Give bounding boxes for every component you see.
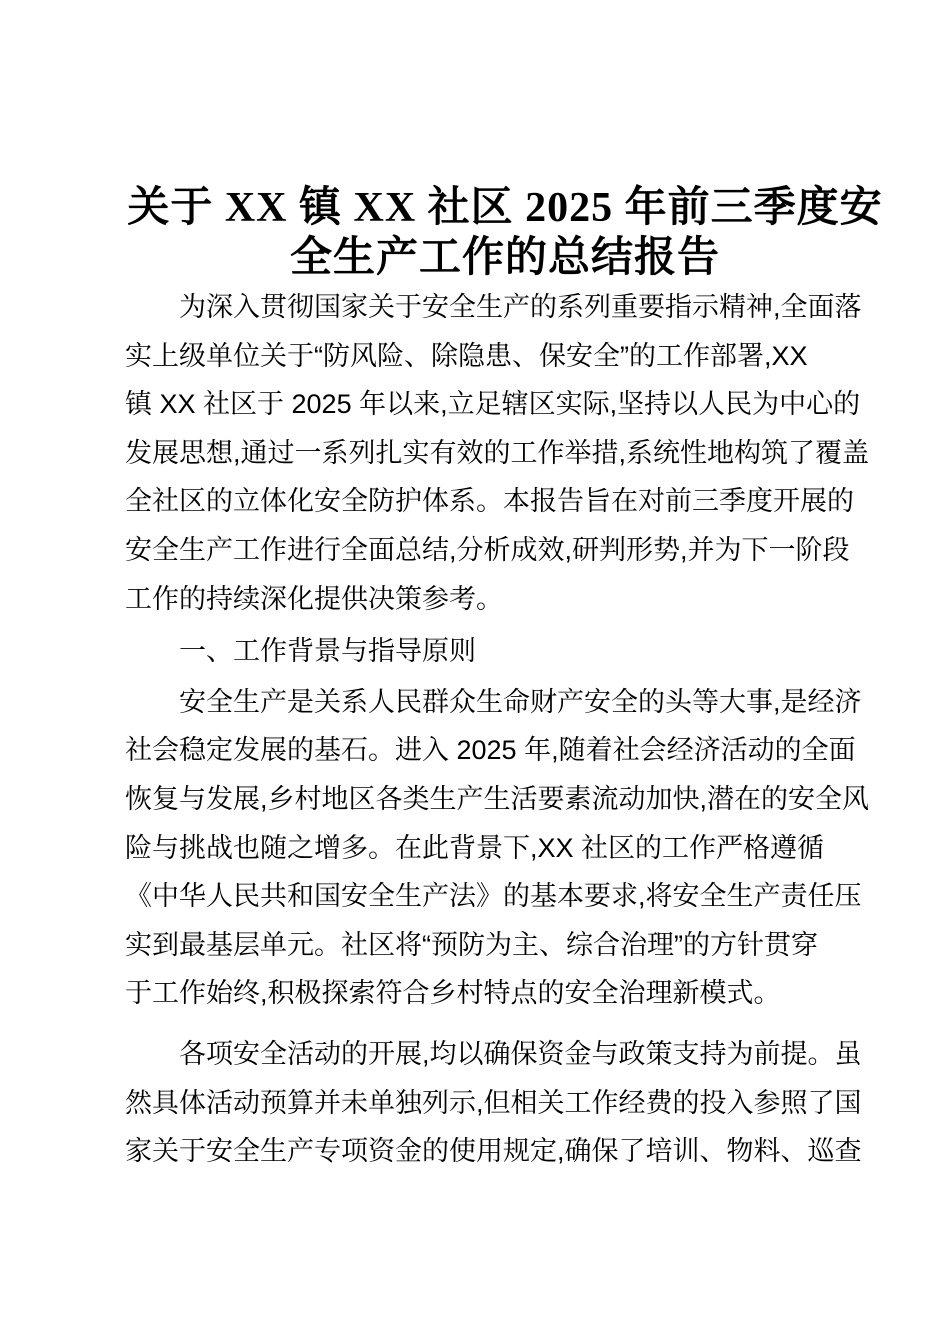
paragraph-line: 险与挑战也随之增多。在此背景下,XX 社区的工作严格遵循 bbox=[125, 832, 825, 863]
document-title-line-1: 关于 XX 镇 XX 社区 2025 年前三季度安 bbox=[127, 185, 883, 231]
paragraph-line: 实上级单位关于“防风险、除隐患、保安全”的工作部署,XX bbox=[125, 340, 808, 371]
paragraph-line: 全社区的立体化安全防护体系。本报告旨在对前三季度开展的 bbox=[125, 486, 854, 517]
paragraph-funding bbox=[125, 1030, 915, 1176]
paragraph-line: 社会稳定发展的基石。进入 2025 年,随着社会经济活动的全面 bbox=[125, 735, 856, 766]
paragraph-line: 镇 XX 社区于 2025 年以来,立足辖区实际,坚持以人民为中心的 bbox=[125, 389, 861, 420]
document-body bbox=[125, 283, 915, 1176]
paragraph-background bbox=[125, 678, 915, 1018]
paragraph-line: 恢复与发展,乡村地区各类生产生活要素流动加快,潜在的安全风 bbox=[125, 783, 870, 814]
paragraph-line: 安全生产工作进行全面总结,分析成效,研判形势,并为下一阶段 bbox=[125, 534, 850, 565]
paragraph-line: 发展思想,通过一系列扎实有效的工作举措,系统性地构筑了覆盖 bbox=[125, 437, 870, 468]
paragraph-line: 然具体活动预算并未单独列示,但相关工作经费的投入参照了国 bbox=[125, 1087, 862, 1118]
document-title bbox=[125, 183, 885, 283]
paragraph-line: 实到最基层单元。社区将“预防为主、综合治理”的方针贯穿 bbox=[125, 929, 818, 960]
document-content bbox=[125, 183, 915, 1176]
section-heading-1 bbox=[125, 627, 915, 676]
paragraph-line: 于工作始终,积极探索符合乡村特点的安全治理新模式。 bbox=[125, 978, 781, 1009]
paragraph-line: 安全生产是关系人民群众生命财产安全的头等大事,是经济 bbox=[179, 686, 862, 717]
paragraph-line: 《中华人民共和国安全生产法》的基本要求,将安全生产责任压 bbox=[125, 881, 862, 912]
paragraph-intro bbox=[125, 283, 915, 623]
paragraph-line: 工作的持续深化提供决策参考。 bbox=[125, 583, 503, 614]
paragraph-line: 为深入贯彻国家关于安全生产的系列重要指示精神,全面落 bbox=[179, 292, 862, 322]
section-heading-text: 一、工作背景与指导原则 bbox=[179, 636, 476, 667]
paragraph-line: 各项安全活动的开展,均以确保资金与政策支持为前提。虽 bbox=[179, 1038, 862, 1069]
document-title-line-2: 全生产工作的总结报告 bbox=[289, 235, 720, 281]
paragraph-line: 家关于安全生产专项资金的使用规定,确保了培训、物料、巡查 bbox=[125, 1136, 862, 1167]
